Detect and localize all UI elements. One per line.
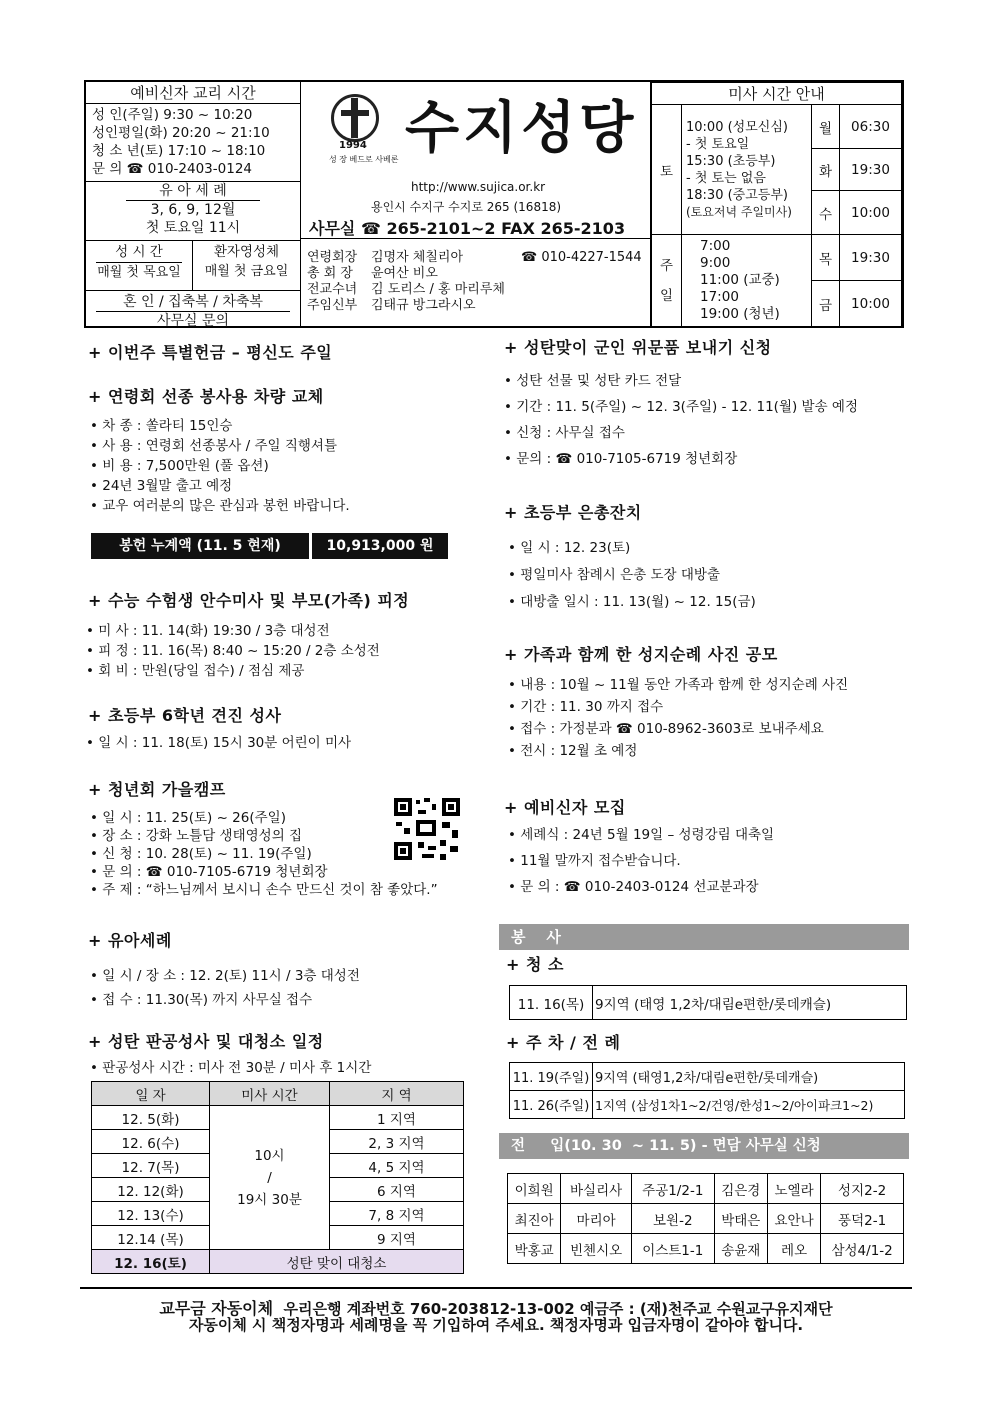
weekday-time: 19:30 — [840, 235, 902, 281]
cross-bar-icon — [341, 110, 369, 116]
list-item: • 일 시 : 11. 18(토) 15시 30분 어린이 미사 — [86, 735, 352, 751]
table-cell: 12. 16(토) — [92, 1250, 210, 1274]
table-cell: 삼성4/1-2 — [821, 1234, 904, 1264]
table-row — [508, 1174, 904, 1204]
table-cell: 1지역 (삼성1차1~2/건영/한성1~2/아이파크1~2) — [593, 1091, 905, 1119]
list-item: • 비 용 : 7,500만원 (풀 옵션) — [90, 458, 269, 474]
contact-role: 연령회장 — [307, 250, 358, 265]
weekday-label: 월 — [812, 105, 840, 149]
table-cell: 레오 — [767, 1234, 820, 1264]
list-item: • 성탄 선물 및 성탄 카드 전달 — [504, 373, 682, 389]
sat-time: 18:30 (중고등부) — [686, 187, 788, 203]
catechism-line-adult: 성 인(주일) 9:30 ~ 10:20 — [92, 107, 253, 123]
contact-row — [307, 282, 647, 298]
mass-schedule-panel — [651, 82, 902, 326]
list-item: • 기간 : 11. 30 까지 접수 — [508, 699, 664, 715]
confession-box — [86, 241, 193, 291]
mass-schedule-table — [651, 82, 902, 327]
weekday-label: 금 — [812, 281, 840, 327]
sat-time: - 첫 토요일 — [686, 136, 750, 152]
contact-name: 윤여산 비오 — [371, 266, 438, 281]
list-item: • 차 종 : 쏠라티 15인승 — [90, 418, 233, 434]
sat-time: (토요저녁 주일미사) — [686, 204, 792, 219]
table-row — [92, 1106, 464, 1130]
weekday-time: 10:00 — [840, 281, 902, 327]
list-item: • 일 시 / 장 소 : 12. 2(토) 11시 / 3층 대성전 — [90, 968, 360, 984]
table-row-highlight — [92, 1250, 464, 1274]
table-cell: 12.14 (목) — [92, 1226, 210, 1250]
table-row — [508, 1204, 904, 1234]
footer-line-2: 자동이체 시 책정자명과 세례명을 꼭 기입하여 주세요. 책정자명과 입금자명이 같아야 합니다. — [188, 1316, 804, 1334]
contact-role: 총 회 장 — [307, 266, 353, 281]
list-item: • 문 의 : ☎ 010-7105-6719 청년회장 — [90, 864, 328, 880]
catechism-line-contact: 문 의 ☎ 010-2403-0124 — [92, 161, 252, 177]
church-address: 용인시 수지구 수지로 265 (16818) — [371, 200, 562, 214]
qr-code-icon[interactable] — [392, 796, 462, 862]
contact-role: 전교수녀 — [307, 282, 358, 297]
contact-row — [307, 250, 647, 266]
pilgrimage-photo-items — [508, 674, 848, 762]
section-title-catechumen: + 예비신자 모집 — [504, 798, 626, 817]
section-title-soldier-gifts: + 성탄맞이 군인 위문품 보내기 신청 — [504, 338, 772, 357]
sun-time: 19:00 (청년) — [700, 306, 780, 322]
table-cell: 노엘라 — [767, 1174, 820, 1204]
table-header: 미사 시간 — [210, 1082, 330, 1106]
header-left-panel — [86, 82, 301, 329]
table-row — [510, 986, 907, 1020]
table-cell: 2, 3 지역 — [330, 1130, 464, 1154]
catechism-title: 예비신자 교리 시간 — [86, 82, 300, 104]
weekday-label: 목 — [812, 235, 840, 281]
list-item: • 문 의 : ☎ 010-2403-0124 선교분과장 — [508, 879, 759, 895]
list-item: • 신청 : 사무실 접수 — [504, 425, 625, 441]
service-bar: 봉 사 — [499, 924, 909, 950]
section-title-grace-party: + 초등부 은총잔치 — [504, 503, 642, 522]
confession-time-note: • 판공성사 시간 : 미사 전 30분 / 미사 후 1시간 — [90, 1060, 372, 1076]
header-center-panel — [301, 82, 651, 326]
list-item: • 내용 : 10월 ~ 11월 동안 가족과 함께 한 성지순례 사진 — [508, 677, 849, 693]
sun-time: 17:00 — [700, 289, 739, 305]
transfer-bar: 전 입(10. 30 ~ 11. 5) - 면담 사무실 신청 — [499, 1133, 909, 1159]
list-item: • 장 소 : 강화 노틀담 생태영성의 집 — [90, 828, 303, 844]
infant-baptism-items — [90, 964, 360, 1012]
cross-icon — [351, 98, 358, 138]
confession-schedule-table — [91, 1081, 464, 1274]
list-item: • 교우 여러분의 많은 관심과 봉헌 바랍니다. — [90, 498, 350, 514]
cleaning-table — [509, 985, 907, 1020]
table-cell: 바실리사 — [561, 1174, 632, 1204]
soldier-gifts-items — [504, 368, 858, 472]
table-cell: 이스트1-1 — [631, 1234, 714, 1264]
bulletin-header — [84, 80, 904, 328]
contact-role: 주임신부 — [307, 298, 358, 313]
footer-auto-transfer-label: 교무금 자동이체 — [159, 1299, 274, 1318]
contacts-list — [307, 250, 647, 314]
list-item: • 전시 : 12월 초 예정 — [508, 743, 638, 759]
table-cell: 빈첸시오 — [561, 1234, 632, 1264]
church-url[interactable]: http://www.sujica.or.kr — [411, 180, 546, 194]
vehicle-items — [90, 416, 350, 516]
section-title-youth-camp: + 청년회 가을캠프 — [88, 780, 226, 799]
table-cell: 12. 13(수) — [92, 1202, 210, 1226]
section-title-exam-mass: + 수능 수험생 안수미사 및 부모(가족) 피정 — [88, 591, 410, 610]
exam-mass-items — [86, 621, 380, 681]
list-item: • 문의 : ☎ 010-7105-6719 청년회장 — [504, 451, 738, 467]
sun-times — [682, 235, 812, 327]
sat-time: 15:30 (초등부) — [686, 153, 776, 169]
offering-total-value: 10,913,000 원 — [312, 533, 448, 559]
catechism-line-weekday: 성인평일(화) 20:20 ~ 21:10 — [92, 125, 270, 141]
list-item: • 일 시 : 12. 23(토) — [508, 540, 631, 556]
table-cell: 12. 7(목) — [92, 1154, 210, 1178]
section-title-christmas-confession: + 성탄 판공성사 및 대청소 일정 — [88, 1032, 324, 1051]
infant-baptism-title: 유 아 세 례 — [126, 182, 260, 201]
table-cell: 1 지역 — [330, 1106, 464, 1130]
contact-name: 김명자 체칠리아 — [371, 250, 464, 265]
weekday-time: 19:30 — [840, 149, 902, 191]
table-cell: 성탄 맞이 대청소 — [210, 1250, 464, 1274]
footer-divider — [80, 1287, 912, 1289]
confession-title: 성 시 간 — [96, 243, 182, 263]
weekday-time: 06:30 — [840, 105, 902, 149]
catechism-line-youth: 청 소 년(토) 17:10 ~ 18:10 — [92, 143, 266, 159]
weekday-label: 화 — [812, 149, 840, 191]
section-title-vehicle: + 연령회 선종 봉사용 차량 교체 — [88, 387, 324, 406]
logo-caption: 성 장 베드로 사베론 — [329, 155, 399, 164]
list-item: • 24년 3월말 출고 예정 — [90, 478, 233, 494]
list-item: • 세례식 : 24년 5월 19일 – 성령강림 대축일 — [508, 827, 775, 843]
table-row — [510, 1063, 905, 1091]
sick-communion-box — [193, 241, 300, 281]
sat-time: - 첫 토는 없음 — [686, 170, 766, 186]
list-item: • 일 시 : 11. 25(토) ~ 26(주일) — [90, 810, 286, 826]
infant-baptism-when: 첫 토요일 11시 — [145, 220, 241, 236]
contacts-divider — [301, 238, 650, 239]
table-cell: 9 지역 — [330, 1226, 464, 1250]
list-item: • 접 수 : 11.30(목) 까지 사무실 접수 — [90, 992, 313, 1008]
table-cell: 주공1/2-1 — [631, 1174, 714, 1204]
infant-baptism-months: 3, 6, 9, 12월 — [150, 202, 236, 218]
list-item: • 11월 말까지 접수받습니다. — [508, 853, 681, 869]
table-cell: 마리아 — [561, 1204, 632, 1234]
list-item: • 피 정 : 11. 16(목) 8:40 ~ 15:20 / 2층 소성전 — [86, 643, 380, 659]
offering-total-label: 봉헌 누계액 (11. 5 현재) — [91, 533, 309, 559]
sat-times — [682, 105, 812, 235]
confession-when: 매월 첫 목요일 — [97, 265, 181, 280]
parking-table — [509, 1062, 905, 1119]
table-cell: 11. 26(주일) — [510, 1091, 593, 1119]
table-cell: 4, 5 지역 — [330, 1154, 464, 1178]
sun-time: 7:00 — [700, 238, 731, 254]
section-title-confirmation: + 초등부 6학년 견진 성사 — [88, 706, 282, 725]
table-cell: 풍덕2-1 — [821, 1204, 904, 1234]
table-row — [508, 1234, 904, 1264]
table-cell: 이희원 — [508, 1174, 561, 1204]
marriage-when: 사무실 문의 — [156, 313, 230, 329]
contact-row — [307, 298, 647, 314]
office-phone: 사무실 ☎ 265-2101~2 FAX 265-2103 — [309, 219, 626, 238]
sick-communion-title: 환자영성체 — [213, 244, 280, 260]
sick-communion-when: 매월 첫 금요일 — [204, 264, 289, 279]
contact-name: 김 도리스 / 홍 마리루체 — [371, 282, 505, 297]
sun-label-text: 주일 — [659, 257, 674, 304]
table-cell: 요안나 — [767, 1204, 820, 1234]
marriage-title: 혼 인 / 집축복 / 차축복 — [96, 293, 290, 312]
section-title-pilgrimage-photo: + 가족과 함께 한 성지순례 사진 공모 — [504, 645, 778, 664]
mass-time-line: 19시 30분 — [237, 1191, 302, 1208]
footer-account-info: 우리은행 계좌번호 760-203812-13-002 예금주 : (재)천주교 수원교구유지재단 — [273, 1300, 833, 1318]
list-item: • 회 비 : 만원(당일 접수) / 점심 제공 — [86, 663, 305, 679]
table-row — [510, 1091, 905, 1119]
section-title-cleaning: + 청 소 — [506, 955, 564, 974]
table-cell: 송윤재 — [714, 1234, 767, 1264]
sat-label: 토 — [652, 105, 682, 235]
section-title-infant-baptism: + 유아세례 — [88, 931, 172, 950]
grace-party-items — [508, 535, 756, 616]
table-cell: 박태은 — [714, 1204, 767, 1234]
table-cell: 김은경 — [714, 1174, 767, 1204]
youth-camp-items — [90, 809, 438, 899]
transfer-table — [507, 1173, 904, 1264]
contact-row — [307, 266, 647, 282]
sun-time: 9:00 — [700, 255, 731, 271]
catechumen-items — [508, 822, 774, 900]
list-item: • 기간 : 11. 5(주일) ~ 12. 3(주일) - 12. 11(월) 발송 예정 — [504, 399, 859, 415]
confirmation-items — [86, 733, 351, 753]
table-cell: 7, 8 지역 — [330, 1202, 464, 1226]
sun-label — [652, 235, 682, 327]
mass-title: 미사 시간 안내 — [652, 83, 902, 105]
sat-time: 10:00 (성모신심) — [686, 119, 788, 135]
table-cell: 9지역 (태영1,2차/대림e편한/롯데캐슬) — [593, 1063, 905, 1091]
weekday-time: 10:00 — [840, 191, 902, 235]
table-cell: 11. 19(주일) — [510, 1063, 593, 1091]
table-cell: 성지2-2 — [821, 1174, 904, 1204]
table-header: 일 자 — [92, 1082, 210, 1106]
table-cell: 최진아 — [508, 1204, 561, 1234]
table-cell: 12. 5(화) — [92, 1106, 210, 1130]
mass-time-line: / — [267, 1169, 272, 1186]
table-cell: 9지역 (태영 1,2차/대림e편한/롯데캐슬) — [593, 986, 907, 1020]
list-item: • 주 제 : “하느님께서 보시니 손수 만드신 것이 참 좋았다.” — [90, 882, 438, 898]
weekday-label: 수 — [812, 191, 840, 235]
section-title-special-offering: + 이번주 특별헌금 – 평신도 주일 — [88, 343, 333, 362]
table-cell: 보원-2 — [631, 1204, 714, 1234]
contact-name: 김태규 방그라시오 — [371, 298, 476, 313]
table-cell: 12. 12(화) — [92, 1178, 210, 1202]
table-header: 지 역 — [330, 1082, 464, 1106]
list-item: • 신 청 : 10. 28(토) ~ 11. 19(주일) — [90, 846, 312, 862]
table-cell: 11. 16(목) — [510, 986, 593, 1020]
sun-time: 11:00 (교중) — [700, 272, 780, 288]
logo-year: 1994 — [339, 140, 367, 151]
list-item: • 미 사 : 11. 14(화) 19:30 / 3층 대성전 — [86, 623, 330, 639]
table-cell: 박홍교 — [508, 1234, 561, 1264]
mass-time-line: 10시 — [254, 1147, 285, 1164]
mass-time-cell — [210, 1106, 330, 1250]
table-cell: 6 지역 — [330, 1178, 464, 1202]
list-item: • 사 용 : 연령회 선종봉사 / 주일 직행셔틀 — [90, 438, 338, 454]
list-item: • 평일미사 참례시 은총 도장 대방출 — [508, 567, 720, 583]
contact-phone: ☎ 010-4227-1544 — [521, 250, 642, 265]
section-title-parking: + 주 차 / 전 례 — [506, 1033, 621, 1052]
list-item: • 접수 : 가정분과 ☎ 010-8962-3603로 보내주세요 — [508, 721, 824, 737]
table-cell: 12. 6(수) — [92, 1130, 210, 1154]
list-item: • 대방출 일시 : 11. 13(월) ~ 12. 15(금) — [508, 594, 756, 610]
church-name: 수지성당 — [405, 96, 638, 161]
